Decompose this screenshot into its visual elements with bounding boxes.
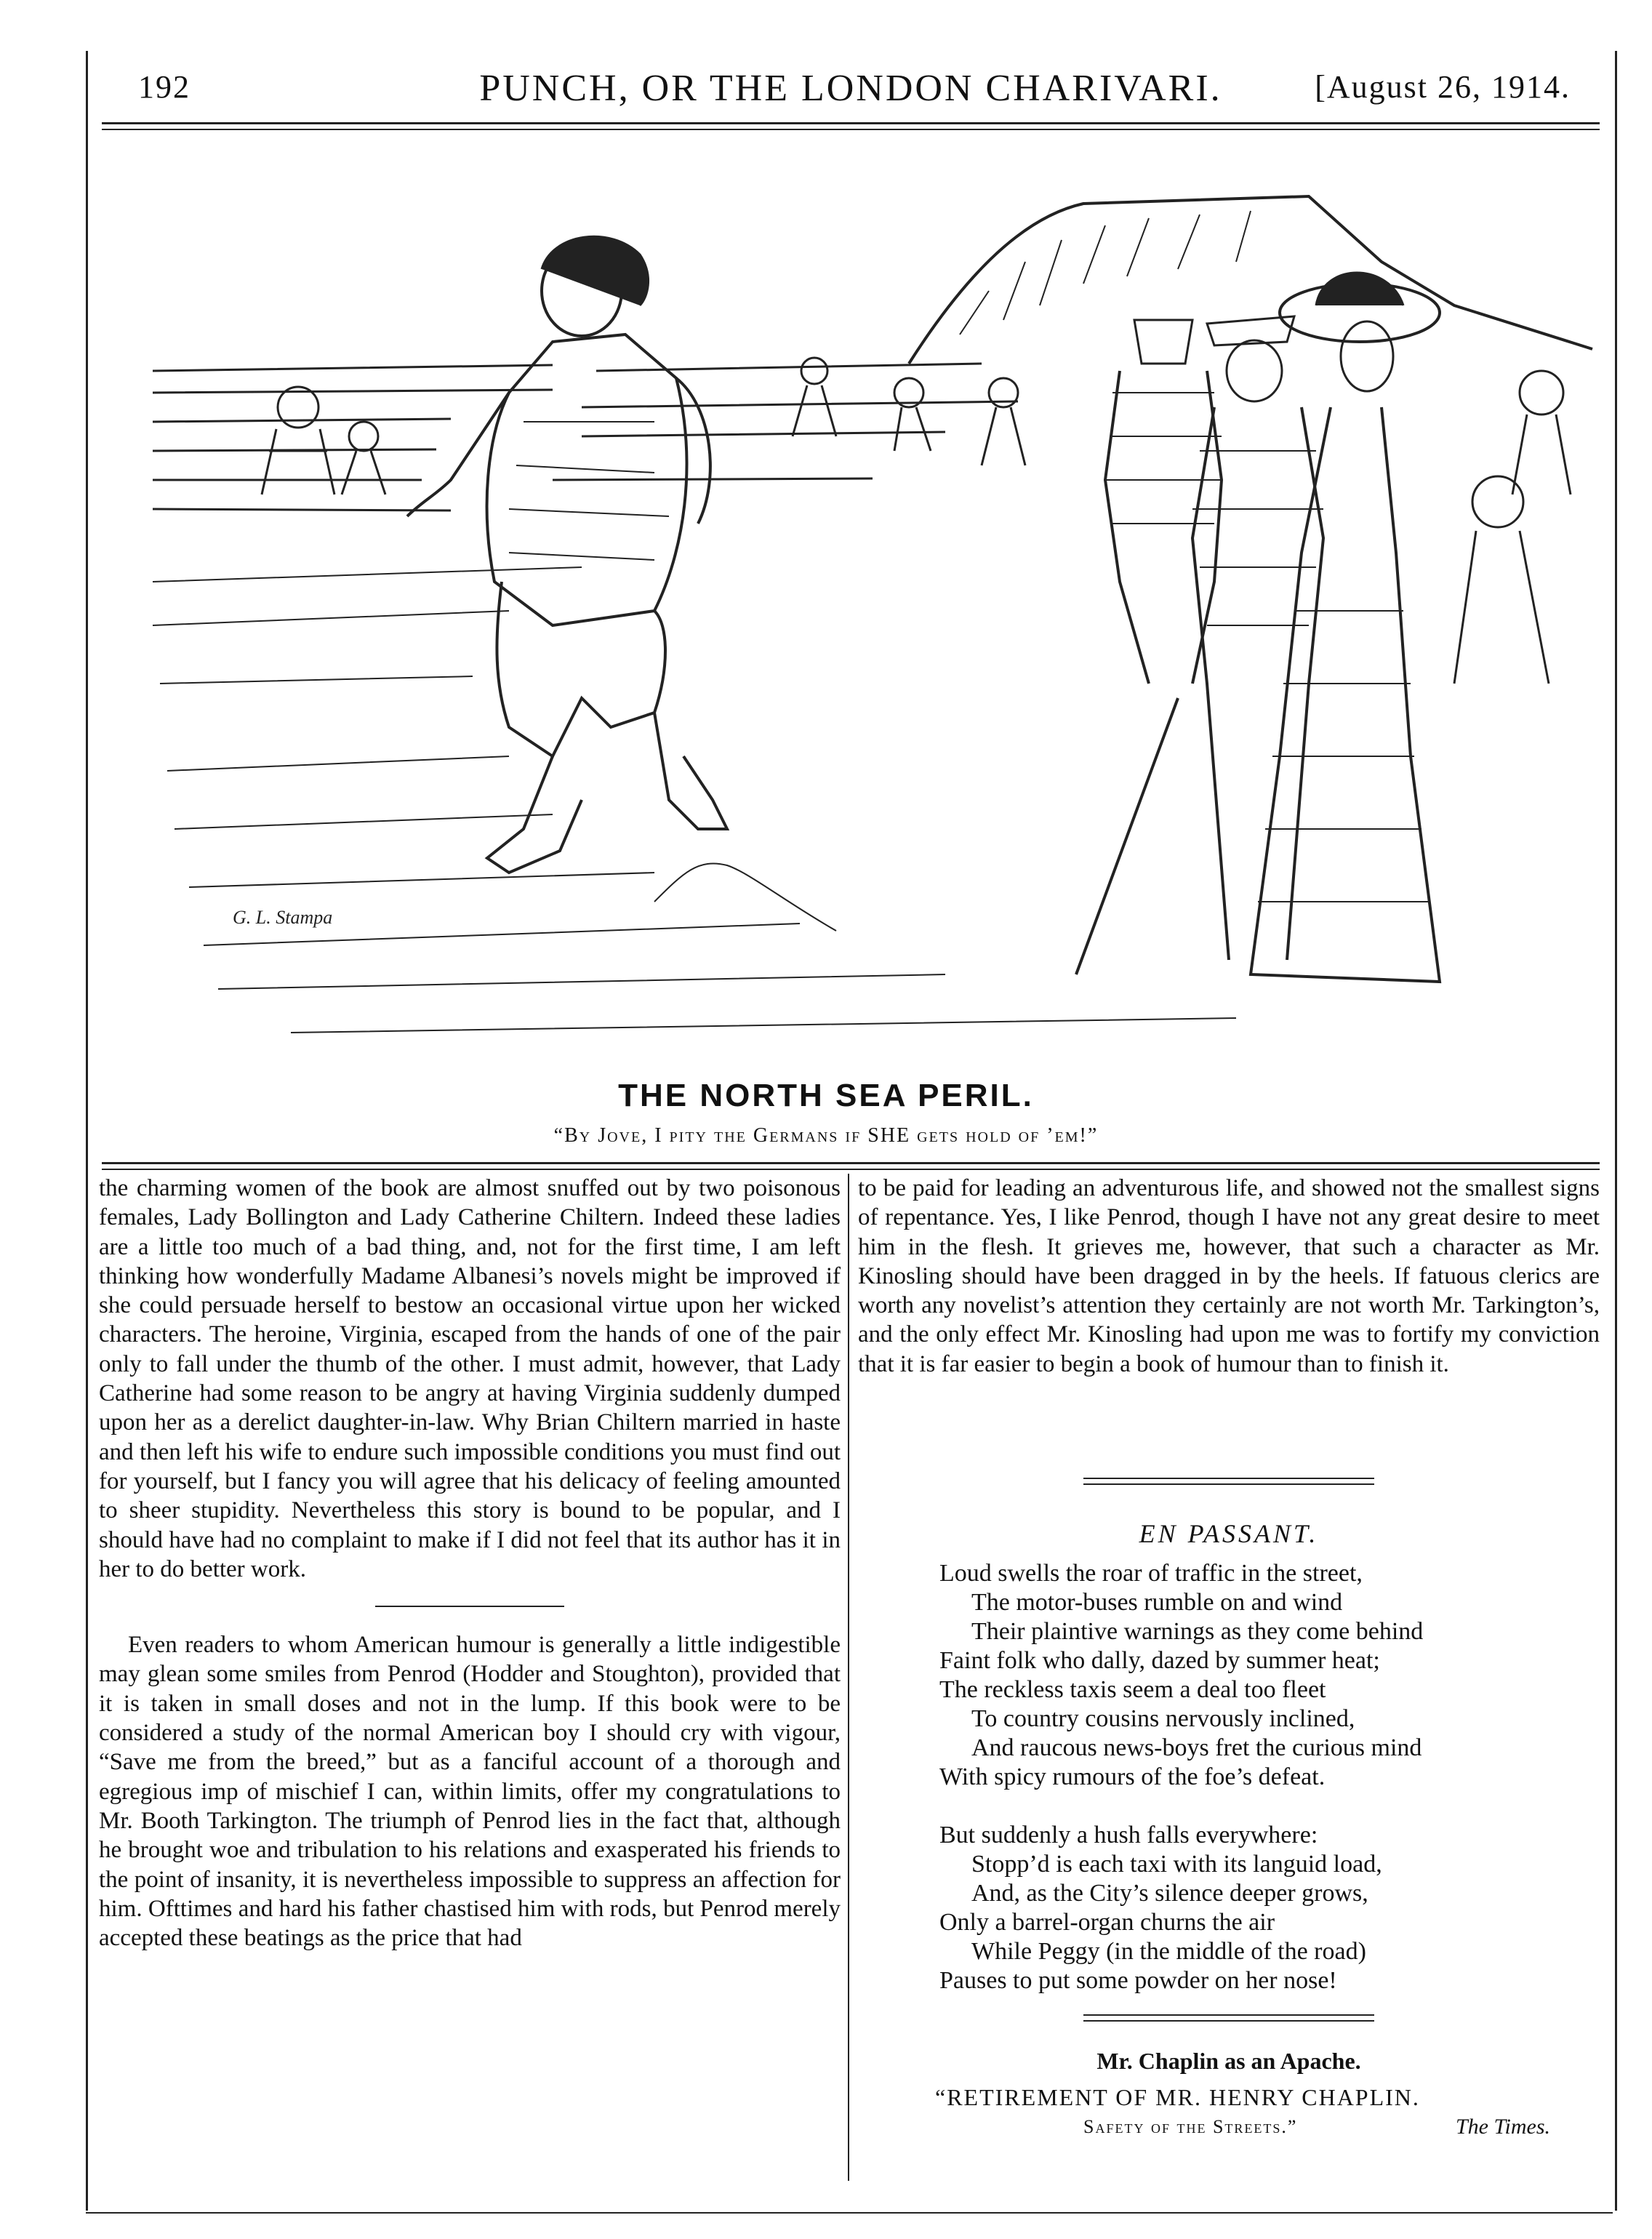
poem-line: But suddenly a hush falls everywhere:: [939, 1822, 1318, 1849]
poem-line: Faint folk who dally, dazed by summer heat;: [939, 1647, 1380, 1674]
poem-en-passant: [939, 1559, 1423, 1995]
chaplin-quote: “RETIREMENT OF MR. HENRY CHAPLIN.: [935, 2084, 1420, 2110]
right-column: [858, 1174, 1600, 1379]
poem-line: Only a barrel-organ churns the air: [939, 1909, 1275, 1936]
cartoon-illustration: [145, 175, 1600, 1062]
page-bottom-rule: [86, 2212, 1613, 2214]
column-divider: [848, 1174, 849, 2181]
poem-line: The reckless taxis seem a deal too fleet: [939, 1676, 1326, 1703]
page-number: 192: [138, 69, 191, 105]
svg-text:G. L. Stampa: G. L. Stampa: [233, 907, 333, 928]
header-rule: [102, 122, 1600, 130]
poem-line: Their plaintive warnings as they come behind: [971, 1618, 1424, 1645]
poem-line: The motor-buses rumble on and wind: [971, 1589, 1343, 1616]
cartoon-title: THE NORTH SEA PERIL.: [618, 1078, 1034, 1113]
magazine-title: PUNCH, OR THE LONDON CHARIVARI.: [479, 68, 1222, 109]
poem-top-rule-2: [1083, 1483, 1374, 1485]
poem-bottom-rule-2: [1083, 2020, 1374, 2022]
poem-line: While Peggy (in the middle of the road): [971, 1938, 1366, 1965]
issue-date: [August 26, 1914.: [1315, 69, 1571, 105]
poem-top-rule-1: [1083, 1478, 1374, 1479]
poem-line: Stopp’d is each taxi with its languid load,: [971, 1851, 1382, 1878]
review-paragraph-penrod: Even readers to whom American humour is generally a little indigestible may glean some smiles from Penrod (Hodder and Stoughton), provided that it is taken in small doses and not in the lump. If this book were to be considered a study of the normal American boy I should cry with vigour, “Save me from the breed,” but as a fanciful account of a thorough and egregious imp of mischief I can, within limits, offer my congratulations to Mr. Booth Tarkington. The triumph of Penrod lies in the fact that, although he brought woe and tribulation to his relations and exasperated his friends to the point of insanity, it is nevertheless impossible to suppress an affection for him. Ofttimes and hard his father chastised him with rods, but Penrod merely accepted these beatings as the price that had: [99, 1632, 841, 1952]
review-paragraph-penrod-continued: to be paid for leading an adventurous life, and showed not the smallest signs of repentance. Yes, I like Penrod, though I have not any great desire to meet him in the flesh. It grieves me, however, that such a character as Mr. Kinosling should have been dragged in by the heels. If fatuous clerics are worth any novelist’s attention they certainly are not worth Mr. Tarkington’s, and the only effect Mr. Kinosling had upon me was to fortify my conviction that it is far easier to begin a book of humour than to finish it.: [858, 1175, 1600, 1377]
section-separator: [99, 1584, 841, 1630]
cartoon-bottom-rule: [102, 1162, 1600, 1170]
page-header: [87, 64, 1614, 115]
poem-line: And, as the City’s silence deeper grows,: [971, 1880, 1368, 1907]
chaplin-heading: Mr. Chaplin as an Apache.: [1096, 2048, 1361, 2074]
poem-bottom-rule-1: [1083, 2014, 1374, 2016]
poem-line: Loud swells the roar of traffic in the street,: [939, 1560, 1363, 1587]
review-paragraph-albanesi: the charming women of the book are almost snuffed out by two poisonous females, Lady Bollington and Lady Catherine Chiltern. Indeed these ladies are a little too much of a bad thing, and, not for the first time, I am left thinking how wonderfully Madame Albanesi’s novels might be improved if she could persuade herself to bestow an occasional virtue upon her wicked characters. The heroine, Virginia, escaped from the hands of one of the pair only to fall under the thumb of the other. I must admit, however, that Lady Catherine had some reason to be angry at having Virginia suddenly dumped upon her as a derelict daughter-in-law. Why Brian Chiltern married in haste and then left his wife to endure such impossible conditions you must find out for yourself, but I fancy you will agree that his delicacy of feeling amounted to sheer stupidity. Nevertheless this story is bound to be popular, and I should have had no complaint to make if I did not feel that its author has it in her to do better work.: [99, 1175, 841, 1582]
poem-title: EN PASSANT.: [1139, 1519, 1319, 1548]
poem-line: To country cousins nervously inclined,: [971, 1705, 1355, 1732]
poem-line: With spicy rumours of the foe’s defeat.: [939, 1763, 1326, 1790]
chaplin-subline: Safety of the Streets.”: [1083, 2116, 1298, 2137]
poem-line: And raucous news-boys fret the curious mind: [971, 1734, 1422, 1761]
left-column: [99, 1174, 841, 1952]
poem-line: Pauses to put some powder on her nose!: [939, 1967, 1337, 1994]
cartoon-caption: “By Jove, I pity the Germans if SHE gets hold of ’em!”: [553, 1124, 1099, 1147]
chaplin-source: The Times.: [1456, 2115, 1551, 2139]
